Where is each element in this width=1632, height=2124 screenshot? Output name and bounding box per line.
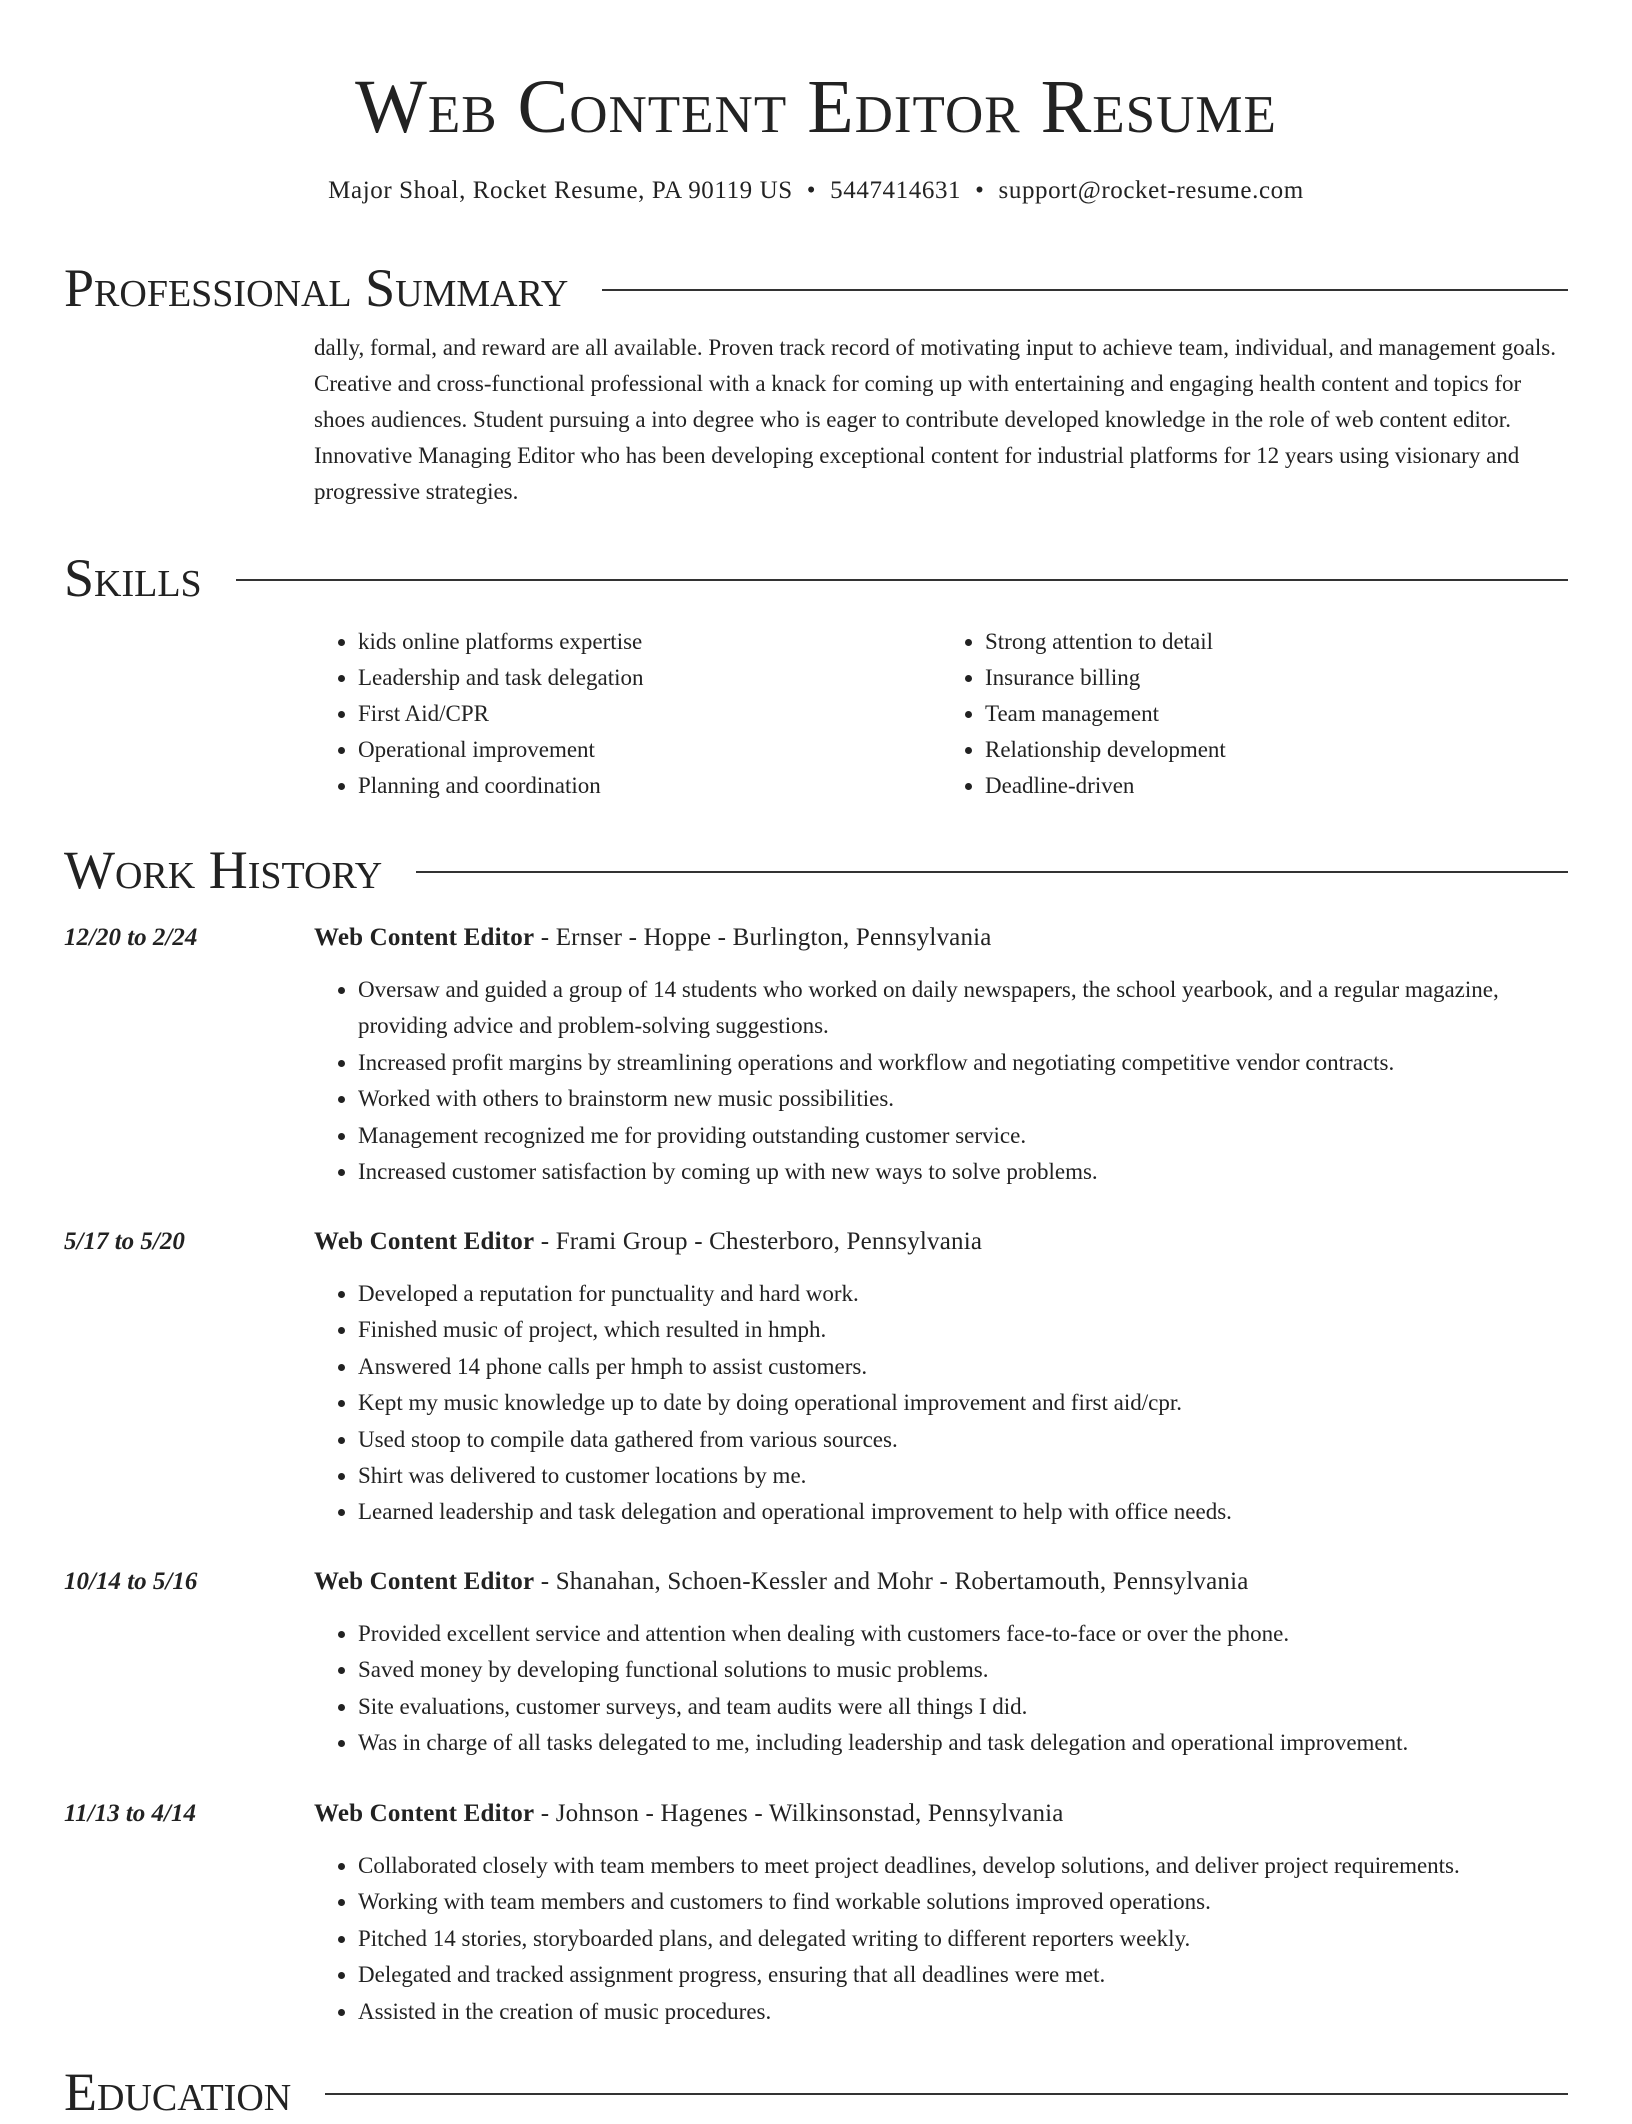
job-heading — [314, 1564, 1568, 1600]
job-bullet: • Management recognized me for providing outstanding customer service. — [358, 1118, 1568, 1154]
job-bullet: • Shirt was delivered to customer locations by me. — [358, 1458, 1568, 1494]
resume-title: Web Content Editor Resume — [355, 65, 1277, 149]
summary-section — [64, 256, 1568, 510]
phone: 5447414631 — [830, 177, 962, 204]
skill-item: • Relationship development — [985, 732, 1568, 768]
job-heading — [314, 1224, 1568, 1260]
job-bullet: • Pitched 14 stories, storyboarded plans, and delegated writing to different reporters weekly. — [358, 1921, 1568, 1957]
job-bullet: • Site evaluations, customer surveys, and team audits were all things I did. — [358, 1689, 1568, 1725]
section-divider — [602, 289, 1568, 291]
section-header — [64, 838, 1568, 902]
work-history-section — [64, 838, 1568, 902]
job-employer: - Frami Group - Chesterboro, Pennsylvania — [534, 1228, 983, 1255]
job-bullet: • Used stoop to compile data gathered from various sources. — [358, 1422, 1568, 1458]
job-title: Web Content Editor — [314, 924, 535, 951]
job-dates: 12/20 to 2/24 — [64, 924, 198, 951]
section-header — [64, 2060, 1568, 2124]
job-bullets — [314, 972, 1568, 1190]
job-bullet: • Assisted in the creation of music procedures. — [358, 1994, 1568, 2030]
skills-list-right — [941, 624, 1568, 804]
job-bullets — [314, 1616, 1568, 1762]
job-heading — [314, 1796, 1568, 1832]
section-divider — [325, 2093, 1568, 2095]
section-header — [64, 546, 1568, 610]
job-body — [314, 920, 1568, 1190]
job-body — [314, 1224, 1568, 1531]
job-dates: 11/13 to 4/14 — [64, 1800, 196, 1827]
job-bullet: • Worked with others to brainstorm new music possibilities. — [358, 1081, 1568, 1117]
job-body — [314, 1796, 1568, 2030]
summary-text: dally, formal, and reward are all available. Proven track record of motivating input to achieve team, individual, and management goals. Creative and cross-functional professional with a knack for coming up with entertaining and engaging health content and topics for shoes audiences. Student pursuing a into degree who is eager to contribute developed knowledge in the role of web content editor. Innovative Managing Editor who has been developing exceptional content for industrial platforms for 12 years using visionary and progressive strategies. — [314, 335, 1556, 504]
skills-columns — [314, 624, 1568, 804]
job-title: Web Content Editor — [314, 1568, 535, 1595]
job-entry — [64, 1564, 1568, 1762]
job-bullet: • Delegated and tracked assignment progress, ensuring that all deadlines were met. — [358, 1957, 1568, 1993]
skill-item: • Insurance billing — [985, 660, 1568, 696]
job-bullet: • Kept my music knowledge up to date by doing operational improvement and first aid/cpr. — [358, 1385, 1568, 1421]
separator: • — [806, 177, 817, 204]
job-title: Web Content Editor — [314, 1228, 535, 1255]
skill-item: • Planning and coordination — [358, 768, 941, 804]
job-employer: - Shanahan, Schoen-Kessler and Mohr - Robertamouth, Pennsylvania — [534, 1568, 1249, 1595]
skill-item: • Strong attention to detail — [985, 624, 1568, 660]
skills-section — [64, 546, 1568, 804]
job-entry — [64, 1224, 1568, 1531]
skill-item: • Leadership and task delegation — [358, 660, 941, 696]
section-title: Education — [64, 2062, 292, 2122]
separator: • — [975, 177, 985, 204]
skill-item: • First Aid/CPR — [358, 696, 941, 732]
skill-item: • kids online platforms expertise — [358, 624, 941, 660]
address: Major Shoal, Rocket Resume, PA 90119 US — [328, 177, 793, 204]
job-entry — [64, 1796, 1568, 2030]
job-bullet: • Was in charge of all tasks delegated to me, including leadership and task delegation and operational improvement. — [358, 1725, 1568, 1761]
skill-item: • Team management — [985, 696, 1568, 732]
job-bullet: • Increased profit margins by streamlining operations and workflow and negotiating competitive vendor contracts. — [358, 1045, 1568, 1081]
job-bullet: • Provided excellent service and attention when dealing with customers face-to-face or over the phone. — [358, 1616, 1568, 1652]
section-divider — [416, 871, 1568, 873]
job-body — [314, 1564, 1568, 1762]
job-title: Web Content Editor — [314, 1800, 535, 1827]
job-heading — [314, 920, 1568, 956]
job-entry — [64, 920, 1568, 1190]
job-bullets — [314, 1276, 1568, 1531]
job-bullet: • Working with team members and customers to find workable solutions improved operations. — [358, 1884, 1568, 1920]
job-bullet: • Answered 14 phone calls per hmph to assist customers. — [358, 1349, 1568, 1385]
section-header — [64, 256, 1568, 320]
job-dates: 10/14 to 5/16 — [64, 1568, 198, 1595]
job-bullet: • Oversaw and guided a group of 14 students who worked on daily newspapers, the school yearbook, and a regular magazine, providing advice and problem-solving suggestions. — [358, 972, 1568, 1045]
email: support@rocket-resume.com — [998, 177, 1304, 204]
job-bullet: • Finished music of project, which resulted in hmph. — [358, 1312, 1568, 1348]
job-employer: - Johnson - Hagenes - Wilkinsonstad, Pennsylvania — [534, 1800, 1064, 1827]
job-bullet: • Increased customer satisfaction by coming up with new ways to solve problems. — [358, 1154, 1568, 1190]
job-employer: - Ernser - Hoppe - Burlington, Pennsylvania — [534, 924, 992, 951]
job-bullet: • Developed a reputation for punctuality and hard work. — [358, 1276, 1568, 1312]
education-section — [64, 2060, 1568, 2124]
section-divider — [236, 579, 1568, 581]
skills-list-left — [314, 624, 941, 804]
job-dates: 5/17 to 5/20 — [64, 1228, 185, 1255]
section-title: Professional Summary — [64, 258, 569, 318]
skill-item: • Operational improvement — [358, 732, 941, 768]
job-bullet: • Saved money by developing functional solutions to music problems. — [358, 1652, 1568, 1688]
section-title: Work History — [64, 840, 383, 900]
contact-line — [0, 174, 1632, 208]
job-bullet: • Collaborated closely with team members to meet project deadlines, develop solutions, and deliver project requirements. — [358, 1848, 1568, 1884]
job-bullet: • Learned leadership and task delegation and operational improvement to help with office needs. — [358, 1494, 1568, 1530]
job-bullets — [314, 1848, 1568, 2030]
skill-item: • Deadline-driven — [985, 768, 1568, 804]
section-title: Skills — [64, 548, 202, 608]
